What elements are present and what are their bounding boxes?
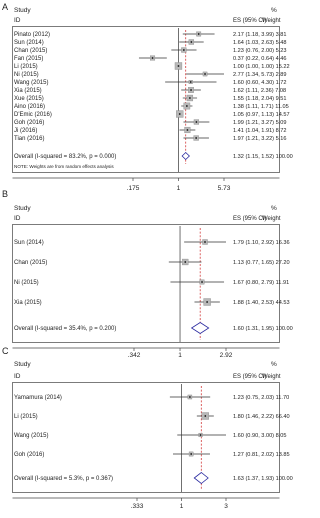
- study-name: Ji (2016): [14, 128, 38, 134]
- weights-note: NOTE: Weights are from random effects analysis: [14, 164, 114, 169]
- study-name: Fan (2015): [14, 56, 44, 62]
- header-weight: Weight: [262, 18, 281, 24]
- point-estimate: [204, 241, 206, 243]
- point-estimate: [178, 65, 180, 67]
- x-axis-tick-label: .342: [127, 352, 141, 359]
- panel-label: B: [2, 189, 9, 199]
- study-estimate-label: 1.80 (1.46, 2.22) 66.40: [233, 414, 290, 420]
- header-weight: Weight: [262, 374, 281, 380]
- point-estimate: [204, 415, 206, 417]
- point-estimate: [190, 41, 192, 43]
- overall-label: Overall (I-squared = 35.4%, p = 0.200): [14, 326, 117, 332]
- overall-estimate-label: 1.60 (1.31, 1.95) 100.00: [233, 326, 293, 332]
- x-axis-tick-label: .175: [126, 185, 140, 192]
- study-name: Xia (2015): [14, 88, 42, 94]
- study-estimate-label: 1.60 (0.90, 3.00) 8.05: [233, 433, 287, 439]
- point-estimate: [183, 49, 185, 51]
- study-name: Pinato (2012): [14, 32, 51, 38]
- study-name: Chan (2015): [14, 260, 48, 266]
- point-estimate: [198, 33, 200, 35]
- panel-label: C: [2, 346, 9, 356]
- study-estimate-label: 1.27 (0.81, 2.02) 13.85: [233, 452, 290, 458]
- point-estimate: [189, 97, 191, 99]
- point-estimate: [196, 121, 198, 123]
- header-percent: %: [271, 361, 277, 368]
- study-name: D'Emic (2016): [14, 112, 52, 118]
- study-estimate-label: 1.23 (0.75, 2.03) 11.70: [233, 395, 290, 401]
- overall-diamond: [194, 473, 208, 484]
- study-name: Goh (2016): [14, 452, 45, 458]
- study-estimate-label: 1.55 (1.18, 2.04) 9.51: [233, 96, 287, 102]
- header-es: ES (95% CI): [233, 374, 267, 380]
- overall-label: Overall (I-squared = 5.3%, p = 0.367): [14, 476, 114, 482]
- study-name: Wang (2015): [14, 80, 49, 86]
- study-name: Tian (2016): [14, 136, 45, 142]
- header-percent: %: [271, 205, 277, 212]
- point-estimate: [189, 396, 191, 398]
- study-name: Ni (2015): [14, 280, 39, 286]
- study-name: Aino (2016): [14, 104, 46, 110]
- point-estimate: [195, 137, 197, 139]
- point-estimate: [204, 73, 206, 75]
- x-axis-tick-label: 1: [179, 503, 184, 510]
- study-name: Wang (2015): [14, 433, 49, 439]
- header-es: ES (95% CI): [233, 216, 267, 222]
- study-estimate-label: 1.23 (0.76, 2.00) 5.23: [233, 48, 287, 54]
- point-estimate: [179, 113, 181, 115]
- point-estimate: [206, 301, 208, 303]
- point-estimate: [187, 129, 189, 131]
- point-estimate: [184, 261, 186, 263]
- study-estimate-label: 1.99 (1.21, 3.27) 5.09: [233, 120, 287, 126]
- header-percent: %: [271, 7, 277, 14]
- study-estimate-label: 1.05 (0.97, 1.13) 14.57: [233, 112, 290, 118]
- x-axis-tick-label: 5.73: [217, 185, 231, 192]
- overall-estimate-label: 1.32 (1.15, 1.52) 100.00: [233, 154, 293, 160]
- study-name: Li (2015): [14, 64, 38, 70]
- study-estimate-label: 1.13 (0.77, 1.65) 27.20: [233, 260, 290, 266]
- header-study: Study: [14, 7, 31, 14]
- point-estimate: [190, 453, 192, 455]
- study-name: Xue (2015): [14, 96, 44, 102]
- point-estimate: [200, 434, 202, 436]
- study-name: Chan (2015): [14, 48, 48, 54]
- x-axis-tick-label: 2.92: [219, 352, 233, 359]
- study-estimate-label: 1.88 (1.40, 2.53) 44.53: [233, 300, 290, 306]
- study-name: Yamamura (2014): [14, 395, 62, 401]
- study-name: Li (2015): [14, 414, 38, 420]
- overall-diamond: [182, 153, 189, 160]
- study-estimate-label: 1.79 (1.10, 2.92) 16.36: [233, 240, 290, 246]
- x-axis-tick-label: .333: [130, 503, 144, 510]
- study-estimate-label: 1.64 (1.03, 2.63) 5.48: [233, 40, 287, 46]
- study-name: Ni (2015): [14, 72, 39, 78]
- x-axis-tick-label: 1: [176, 185, 181, 192]
- overall-label: Overall (I-squared = 83.2%, p = 0.000): [14, 154, 117, 160]
- header-id: ID: [14, 373, 21, 380]
- study-estimate-label: 1.60 (0.60, 4.30) 1.72: [233, 80, 287, 86]
- header-es: ES (95% CI): [233, 18, 267, 24]
- study-estimate-label: 1.38 (1.11, 1.71) 11.05: [233, 104, 289, 110]
- header-study: Study: [14, 205, 31, 212]
- header-id: ID: [14, 17, 21, 24]
- study-name: Goh (2016): [14, 120, 45, 126]
- overall-estimate-label: 1.63 (1.37, 1.93) 100.00: [233, 476, 293, 482]
- point-estimate: [190, 89, 192, 91]
- study-estimate-label: 1.41 (1.04, 1.91) 8.72: [233, 128, 287, 134]
- header-weight: Weight: [262, 216, 281, 222]
- study-estimate-label: 2.77 (1.34, 5.73) 2.89: [233, 72, 287, 78]
- x-axis-tick-label: 1: [178, 352, 182, 359]
- point-estimate: [201, 281, 203, 283]
- study-estimate-label: 1.00 (1.00, 1.00) 15.22: [233, 64, 290, 70]
- header-id: ID: [14, 215, 21, 222]
- study-estimate-label: 2.17 (1.18, 3.99) 3.81: [233, 32, 287, 38]
- study-estimate-label: 1.62 (1.11, 2.36) 7.08: [233, 88, 287, 94]
- x-axis-tick-label: 3: [224, 503, 228, 510]
- study-estimate-label: 1.97 (1.21, 3.22) 5.16: [233, 136, 287, 142]
- study-name: Sun (2014): [14, 240, 44, 246]
- point-estimate: [190, 81, 192, 83]
- header-study: Study: [14, 361, 31, 368]
- point-estimate: [186, 105, 188, 107]
- study-name: Xia (2015): [14, 300, 42, 306]
- study-estimate-label: 0.37 (0.22, 0.64) 4.46: [233, 56, 287, 62]
- study-estimate-label: 1.67 (0.80, 2.79) 11.91: [233, 280, 290, 286]
- overall-diamond: [192, 323, 209, 334]
- point-estimate: [152, 57, 154, 59]
- panel-label: A: [2, 2, 9, 12]
- study-name: Sun (2014): [14, 40, 44, 46]
